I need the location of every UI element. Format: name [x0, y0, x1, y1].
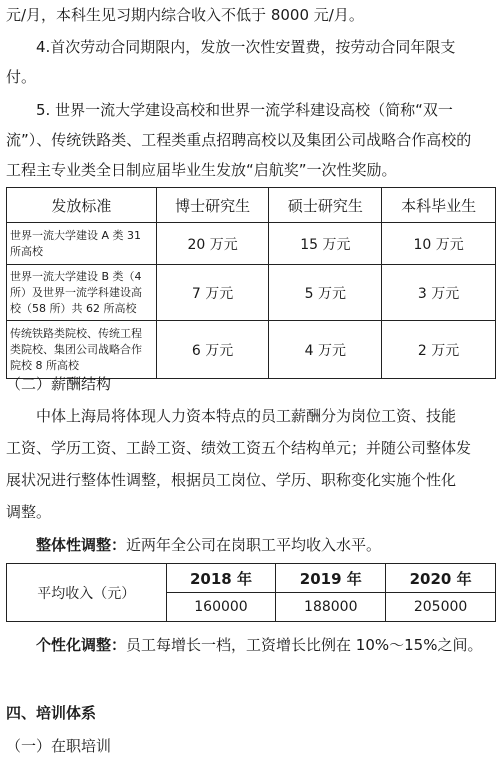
table-cell: 188000	[276, 593, 386, 622]
text-line: 展状况进行整体性调整，根据员工岗位、学历、职称变化实施个性化	[6, 471, 457, 489]
table-cell: 3 万元	[382, 265, 496, 321]
table-cell: 2 万元	[382, 321, 496, 379]
table-cell: 10 万元	[382, 223, 496, 265]
award-table	[6, 187, 496, 379]
personal-text: 员工每增长一档，工资增长比例在 10%～15%之间。	[126, 636, 483, 654]
section-heading: 四、培训体系	[6, 704, 97, 722]
table-cell: 15 万元	[269, 223, 382, 265]
overall-label: 整体性调整：	[36, 536, 127, 554]
table-cell: 5 万元	[269, 265, 382, 321]
text-line: 4.首次劳动合同期限内，发放一次性安置费，按劳动合同年限支	[36, 38, 456, 56]
table-row	[7, 564, 496, 593]
text-line: 5. 世界一流大学建设高校和世界一流学科建设高校（简称“双一	[36, 101, 453, 119]
table-row	[7, 223, 496, 265]
text-line: 工资、学历工资、工龄工资、绩效工资五个结构单元；并随公司整体发	[6, 439, 472, 457]
personal-label: 个性化调整：	[36, 636, 127, 654]
row-label: 平均收入（元）	[7, 564, 167, 622]
table-cell: 20 万元	[156, 223, 269, 265]
text-line: 工程主专业类全日制应届毕业生发放“启航奖”一次性奖励。	[6, 161, 397, 179]
overall-adjustment	[36, 530, 503, 560]
year-header: 2019 年	[276, 564, 386, 593]
personal-adjustment	[36, 630, 503, 660]
overall-text: 近两年全公司在岗职工平均收入水平。	[126, 536, 382, 554]
income-table	[6, 563, 496, 622]
text-line: 付。	[6, 68, 37, 86]
section-heading: （二）薪酬结构	[6, 375, 112, 393]
year-header: 2018 年	[166, 564, 276, 593]
text-line: 流”）、传统铁路类、工程类重点招聘高校以及集团公司战略合作高校的	[6, 131, 472, 149]
row-label: 世界一流大学建设 B 类（4 所）及世界一流学科建设高校（58 所）共 62 所高校	[7, 265, 157, 321]
table-cell: 4 万元	[269, 321, 382, 379]
table-cell: 160000	[166, 593, 276, 622]
text-line: 调整。	[6, 503, 52, 521]
table-header: 本科毕业生	[382, 188, 496, 223]
table-cell: 205000	[386, 593, 496, 622]
table-header: 硕士研究生	[269, 188, 382, 223]
table-header-row	[7, 188, 496, 223]
text-line: 元/月，本科生见习期内综合收入不低于 8000 元/月。	[6, 6, 364, 24]
table-row	[7, 265, 496, 321]
row-label: 传统铁路类院校、传统工程类院校、集团公司战略合作院校 8 所高校	[7, 321, 157, 379]
subsection-heading: （一）在职培训	[6, 737, 112, 755]
text-line: 中体上海局将体现人力资本特点的员工薪酬分为岗位工资、技能	[36, 407, 457, 425]
table-cell: 6 万元	[156, 321, 269, 379]
table-cell: 7 万元	[156, 265, 269, 321]
table-header: 博士研究生	[156, 188, 269, 223]
table-header: 发放标准	[7, 188, 157, 223]
row-label: 世界一流大学建设 A 类 31 所高校	[7, 223, 157, 265]
year-header: 2020 年	[386, 564, 496, 593]
